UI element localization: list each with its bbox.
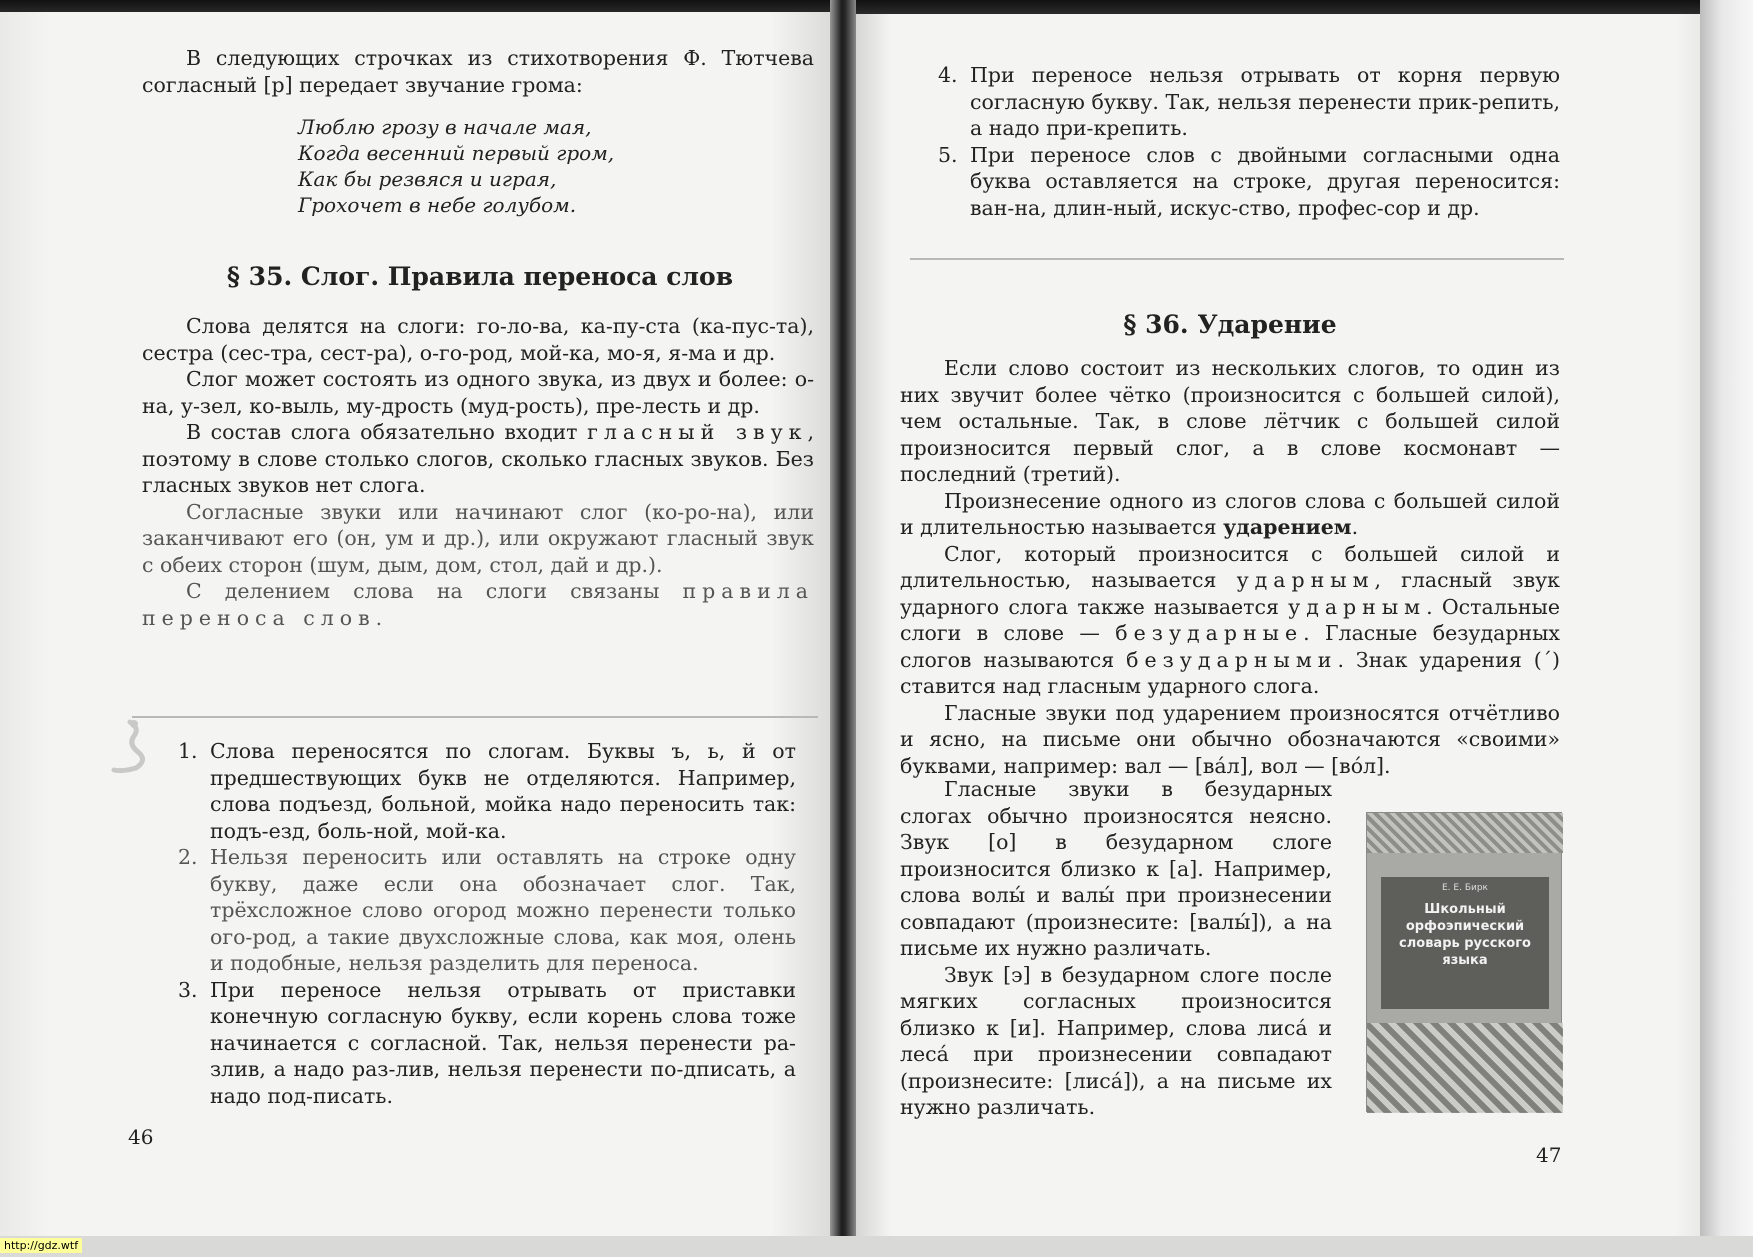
footer-watermark-link[interactable]: http://gdz.wtf <box>0 1238 82 1253</box>
text-run: Слог, который произносится с большей силой и длительностью, называется <box>900 541 1560 592</box>
rule-text: Нельзя переносить или оставлять на строке одну букву, даже если она обозначает слог. Так, трёхсложное слово огород можно перенести только ого-род, а такие двухсложные слова, как моя, олень и подобные, нельзя разделить для переноса. <box>210 845 796 975</box>
term-rules: правила переноса слов <box>142 579 814 630</box>
rule-text: При переносе слов с двойными согласными одна буква оставляется на строке, другая переносится: ван-на, длин-ный, искус-ство, профес-сор и др. <box>970 142 1560 220</box>
paragraph: Гласные звуки в безударных слогах обычно произносятся неясно. Звук [о] в безударном слоге произносится близко к [а]. Например, слова волы́ и валы́ при произнесении совпадают (произнесите: [валы́]), а на письме их нужно различать. <box>900 777 1332 960</box>
p2-before: Произнесение одного из слогов слова с большей силой и длительностью называется <box>900 488 1560 539</box>
paragraph: Звук [э] в безударном слоге после мягких согласных произносится близко к [и]. Например, слова лиса́ и леса́ при произнесении совпадают (произнесите: [лиса́]), а на письме их нужно различать. <box>900 962 1332 1119</box>
cover-pattern <box>1367 1023 1563 1113</box>
rule-item <box>938 62 1560 142</box>
paragraph <box>900 541 1560 700</box>
term-stress: ударением <box>1223 515 1352 539</box>
rule-text: Слова переносятся по слогам. Буквы ъ, ь, й от предшествующих букв не отделяются. Например, слова подъезд, больной, мойка надо переносить так: подъ-езд, боль-ной, мой-ка. <box>210 739 796 843</box>
rule-number: 2. <box>178 845 198 869</box>
p2-after: . <box>1351 515 1359 539</box>
page-number-right: 47 <box>1536 1143 1562 1167</box>
rules-ornament-icon <box>110 718 164 776</box>
rule-number: 5. <box>938 142 958 167</box>
left-intro <box>142 45 814 98</box>
term-stressed: ударным <box>1236 568 1375 592</box>
section-35-heading: § 35. Слог. Правила переноса слов <box>226 262 734 291</box>
paragraph <box>142 578 814 631</box>
bottom-strip <box>0 1236 1753 1257</box>
book-gutter <box>830 0 856 1257</box>
term-unstressed: безударные <box>1115 621 1304 645</box>
text-run: . Гласные безударных слогов называются <box>900 621 1560 672</box>
paragraph: Если слово состоит из нескольких слогов, то один из них звучит более чётко (произносится с большей силой), чем остальные. Так, в слове лётчик с большей силой произносится первый слог, а в слове космонавт — последний (третий). <box>900 356 1560 486</box>
rule-item <box>178 977 796 1110</box>
paragraph: Гласные звуки под ударением произносятся отчётливо и ясно, на письме они обычно обозначаются «своими» буквами, например: вал — [вáл], вол — [вóл]. <box>900 700 1560 778</box>
cover-band <box>1367 813 1563 853</box>
right-heading-wrap <box>900 310 1560 339</box>
text-run: , гласный звук ударного слога также называется <box>900 568 1560 619</box>
poem-line: Когда весенний первый гром, <box>298 141 615 165</box>
term-vowel: гласный звук <box>587 420 808 444</box>
rule-text: При переносе нельзя отрывать от приставки конечную согласную букву, если корень слова тоже начинается с согласной. Так, нельзя перенести ра-злив, а надо раз-лив, нельзя перенести по-дписать, а надо под-писать. <box>210 977 796 1108</box>
right-rules <box>938 62 1560 221</box>
poem-line: Как бы резвяся и играя, <box>298 167 557 191</box>
dictionary-cover-image <box>1366 812 1562 1112</box>
book-author: Е. Е. Бирк <box>1442 883 1488 893</box>
rules-list-continued <box>938 62 1560 221</box>
rule-item <box>178 844 796 977</box>
left-rules <box>178 738 796 1109</box>
right-body-wrapped <box>900 776 1332 1121</box>
page-number-left: 46 <box>128 1125 154 1149</box>
p5-after: . <box>375 605 383 630</box>
p5-before: С делением слова на слоги связаны <box>186 579 660 603</box>
p3-after: , поэтому в слове столько слогов, сколько гласных звуков. Без гласных звуков нет слога. <box>142 420 814 497</box>
paragraph <box>142 419 814 499</box>
rule-item <box>178 738 796 844</box>
paragraph: Слог может состоять из одного звука, из двух и более: о-на, у-зел, ко-выль, му-дрость (муд-рость), пре-лесть и др. <box>142 367 814 418</box>
poem-line: Люблю грозу в начале мая, <box>298 115 592 139</box>
text-run: . Остальные слоги в слове — <box>900 594 1560 645</box>
left-heading-wrap <box>140 262 820 291</box>
divider <box>910 258 1564 260</box>
poem <box>298 114 614 218</box>
intro-paragraph: В следующих строчках из стихотворения Ф. Тютчева согласный [р] передает звучание грома: <box>142 46 814 97</box>
left-body <box>142 313 814 631</box>
paragraph <box>900 488 1560 541</box>
p3-before: В состав слога обязательно входит <box>186 420 578 444</box>
page-edge <box>1700 0 1753 1257</box>
rule-number: 1. <box>178 739 198 763</box>
paragraph: Согласные звуки или начинают слог (ко-ро-на), или заканчивают его (он, ум и др.), или окружают гласный звук с обеих сторон (шум, дым, дом, стол, дай и др.). <box>142 499 814 577</box>
right-body <box>900 355 1560 779</box>
term-unstressed: безударными <box>1126 647 1338 672</box>
book-title: Школьный орфоэпический словарь русского языка <box>1399 902 1531 968</box>
divider <box>132 716 818 718</box>
poem-line: Грохочет в небе голубом. <box>298 193 577 217</box>
term-stressed: ударным <box>1288 594 1427 619</box>
rule-number: 3. <box>178 977 198 1002</box>
paragraph: Слова делятся на слоги: го-ло-ва, ка-пу-ста (ка-пус-та), сестра (сес-тра, сест-ра), о-го-род, мой-ка, мо-я, я-ма и др. <box>142 314 814 365</box>
rule-text: При переносе нельзя отрывать от корня первую согласную букву. Так, нельзя перенести прик-репить, а надо при-крепить. <box>970 63 1560 140</box>
rule-number: 4. <box>938 63 958 87</box>
rules-list <box>178 738 796 1109</box>
rule-item <box>938 142 1560 222</box>
section-36-heading: § 36. Ударение <box>1123 310 1337 339</box>
text-run: . Знак ударения (´) ставится над гласным ударного слога. <box>900 647 1560 698</box>
